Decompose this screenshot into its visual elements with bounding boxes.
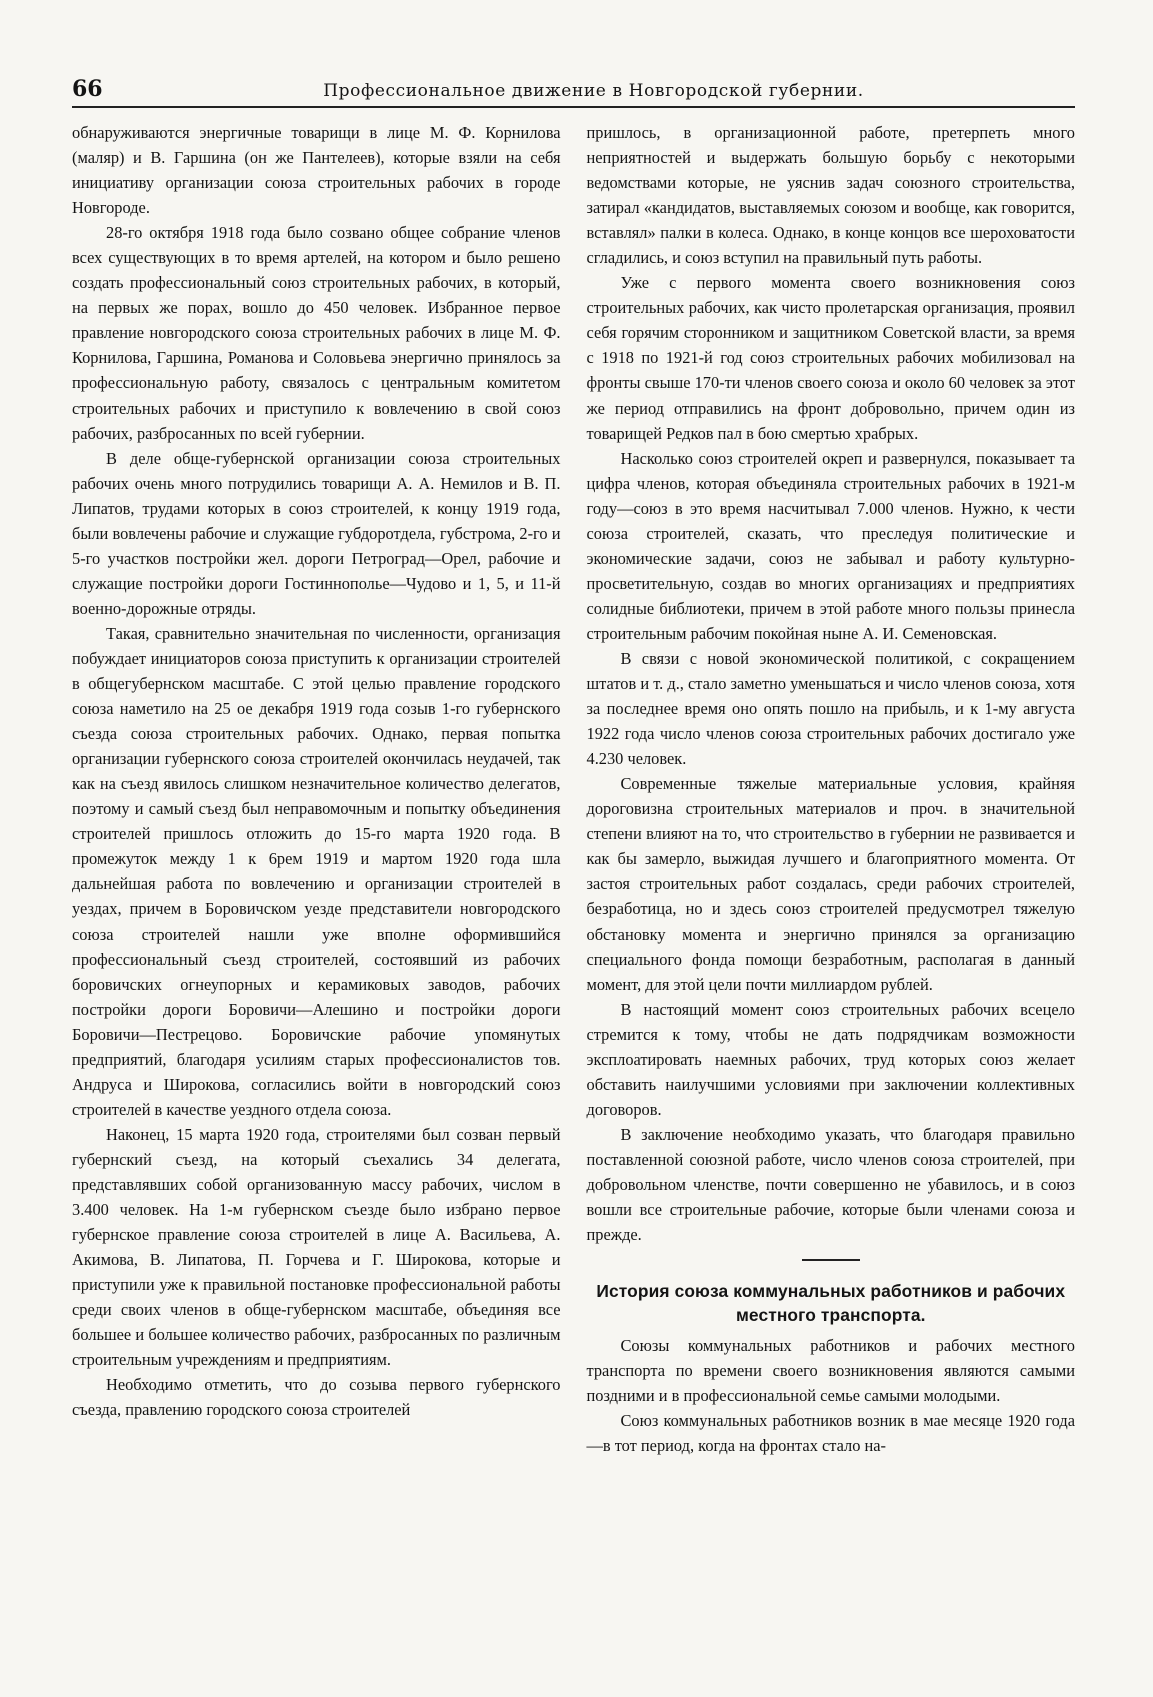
left-column [72,120,561,1657]
paragraph: Необходимо отметить, что до созыва первого губернского съезда, правлению городского союза строителей [72,1375,561,1420]
section-divider [802,1259,860,1261]
paragraph: обнаруживаются энергичные товарищи в лице М. Ф. Корнилова (маляр) и В. Гаршина (он же Пантелеев), которые взяли на себя инициативу организации союза строительных рабочих в городе Новгороде. [72,123,561,218]
running-header [72,72,1075,108]
paragraph: В настоящий момент союз строительных рабочих всецело стремится к тому, чтобы не дать подрядчикам возможности эксплоатировать наемных рабочих, труд которых союз желает обставить наилучшими условиями при заключении коллективных договоров. [586,999,1075,1119]
paragraph: Союзы коммунальных работников и рабочих местного транспорта по времени своего возникновения являются самыми поздними и в профессиональной семье самыми молодыми. [586,1336,1075,1406]
right-column [587,120,1076,1657]
section-heading: История союза коммунальных работников и рабочих местного транспорта. [596,1281,1066,1326]
paragraph: Современные тяжелые материальные условия, крайняя дороговизна строительных материалов и проч. в значительной степени влияют на то, что строительство в губернии не развивается и как бы замерло, выжидая лучшего и благоприятного момента. От застоя строительных работ создалась, среди рабочих строителей, безработица, но и здесь союз строителей предусмотрел тяжелую обстановку момента и энергично принялся за организацию специального фонда помощи безработным, располагая в данный момент, для этой цели почти миллиардом рублей. [586,774,1075,994]
paragraph: Насколько союз строителей окреп и развернулся, показывает та цифра членов, которая объединяла строительных рабочих в 1921-м году—союз в это время насчитывал 7.000 членов. Нужно, к чести союза строителей, сказать, что преследуя политические и экономические задачи, союз не забывал и работу культурно-просветительную, создав во многих организациях и предприятиях солидные библиотеки, причем в этой работе много пользы принесла строительным рабочим покойная ныне А. И. Семеновская. [586,448,1075,643]
paragraph: В связи с новой экономической политикой, с сокращением штатов и т. д., стало заметно уменьшаться и число членов союза, хотя за последнее время оно опять пошло на прибыль, и к 1-му августа 1922 года число членов союза строительных рабочих достигало уже 4.230 человек. [586,648,1075,769]
paragraph: В заключение необходимо указать, что благодаря правильно поставленной союзной работе, число членов союза строителей, при добровольном членстве, почти совершенно не убавилось, и в союз вошли все строительные рабочие, которые были членами союза и прежде. [586,1124,1075,1245]
paragraph: 28-го октября 1918 года было созвано общее собрание членов всех существующих в то время артелей, на котором и было решено создать профессиональный союз строительных рабочих, в который, на первых же порах, вошло до 450 человек. Избранное первое правление новгородского союза строительных рабочих в лице М. Ф. Корнилова, Гаршина, Романова и Соловьева энергично принялось за профессиональную работу, связалось с центральным комитетом строительных рабочих и приступило к вовлечению в свой союз рабочих, разбросанных по всей губернии. [72,223,561,443]
paragraph: Такая, сравнительно значительная по численности, организация побуждает инициаторов союза приступить к организации строителей в общегубернском масштабе. С этой целью правление городского союза наметило на 25 ое декабря 1919 года созыв 1-го губернского съезда союза строительных рабочих. Однако, первая попытка организации губернского союза строителей окончилась неудачей, так как на съезд явилось слишком незначительное количество делегатов, поэтому и самый съезд был неправомочным и попытку объединения строителей пришлось отложить до 15-го марта 1920 года. В промежуток между 1 к 6рем 1919 и мартом 1920 года шла дальнейшая работа по вовлечению и организации строителей в уездах, причем в Боровичском уезде представители новгородского союза строителей нашли уже вполне оформившийся профессиональный съезд строителей, состоявший из рабочих боровичских огнеупорных и керамиковых заводов, рабочих постройки дороги Боровичи—Алешино и постройки дороги Боровичи—Пестрецово. Боровичские рабочие упомянутых предприятий, благодаря усилиям старых профессионалистов тов. Андруса и Широкова, согласились войти в новгородский союз строителей в качестве уездного отдела союза. [72,623,561,1119]
paragraph: пришлось, в организационной работе, претерпеть много неприятностей и выдержать большую борьбу с некоторыми ведомствами которые, не уяснив задач союзного строительства, затирал «кандидатов, выставляемых союзом и вообще, как говорится, вставлял» палки в колеса. Однако, в конце концов все шероховатости сгладились, и союз вступил на правильный путь работы. [586,123,1075,268]
paragraph: Союз коммунальных работников возник в мае месяце 1920 года—в тот период, когда на фронтах стало на- [586,1411,1075,1456]
paragraph: Уже с первого момента своего возникновения союз строительных рабочих, как чисто пролетарская организация, проявил себя горячим сторонником и защитником Советской власти, за время с 1918 по 1921-й год союз строительных рабочих мобилизовал на фронты свыше 170-ти членов своего союза и около 60 человек за этот же период отправились на фронт добровольно, причем один из товарищей Редков пал в бою смертью храбрых. [586,273,1075,443]
running-title: Профессиональное движение в Новгородской губернии. [323,81,864,101]
text-columns [72,120,1075,1657]
page-number: 66 [72,76,103,102]
paragraph: Наконец, 15 марта 1920 года, строителями был созван первый губернский съезд, на который съехались 34 делегата, представлявших собой организованную массу рабочих, числом в 3.400 человек. На 1-м губернском съезде было избрано первое губернское правление союза строителей в лице А. Васильева, А. Акимова, В. Липатова, П. Горчева и Г. Широкова, которые и приступили уже к правильной постановке профессиональной работы среди своих членов в обще-губернском масштабе, объединяя все большее и большее количество рабочих, разбросанных по различным строительным учреждениям и предприятиям. [72,1124,561,1370]
paragraph: В деле обще-губернской организации союза строительных рабочих очень много потрудились товарищи А. А. Немилов и В. П. Липатов, трудами которых в союз строителей, к концу 1919 года, были вовлечены рабочие и служащие губдоротдела, губстрома, 2-го и 5-го участков постройки жел. дороги Петроград—Орел, рабочие и служащие постройки дороги Гостиннополье—Чудово и 1, 5, и 11-й военно-дорожные отряды. [72,448,561,618]
